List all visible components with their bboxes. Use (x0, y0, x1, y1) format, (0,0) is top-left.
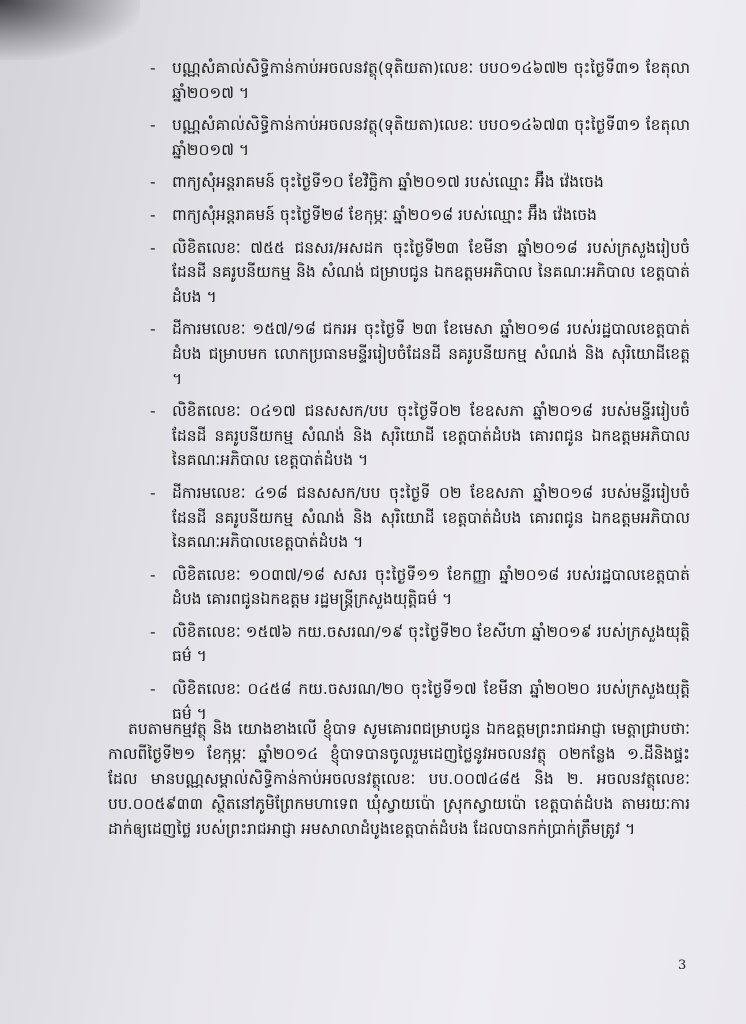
list-item (150, 170, 690, 195)
page-number: 3 (678, 958, 687, 973)
reference-list (150, 56, 690, 734)
bullet-dash: - (150, 59, 156, 77)
bullet-dash: - (150, 238, 156, 257)
list-item (150, 563, 690, 612)
bullet-dash: - (150, 402, 156, 421)
list-item-text: លិខិតលេខៈ ១៥៧៦ កយ.ចសរណ/១៩ ចុះថ្ងៃទី២០ ខែសីហា ឆ្នាំ២០១៩ របស់ក្រសួងយុត្តិធម៌ ។ (172, 622, 690, 666)
bullet-dash: - (150, 205, 156, 224)
body-paragraph: តបតាមកម្មវត្ថុ និង យោងខាងលើ ខ្ញុំបាទ សូមគោរពជម្រាបជូន ឯកឧត្តមព្រះរាជអាជ្ញា មេត្តាជ្រាបថាៈ កាលពីថ្ងៃទី២១ ខែកុម្ភៈ ឆ្នាំ២០១៤ ខ្ញុំបាទបានចូលរួមដេញថ្លៃនូវអចលនវត្ថុ ០២កន្លែង ១.ដីនិងផ្ទះ ដែល មានបណ្ណសម្គាល់សិទ្ធិកាន់កាប់អចលនវត្ថុលេខៈ បប.០០៧៤៨៥ និង ២. អចលនវត្ថុលេខៈ បប.០០៥៩៣៣ ស្ថិតនៅភូមិព្រែកមហាទេព ឃុំស្វាយប៉ោ ស្រុកស្វាយប៉ោ ខេត្តបាត់ដំបង តាមរយៈការដាក់ឲ្យដេញថ្លៃ របស់ព្រះរាជអាជ្ញា អមសាលាដំបូងខេត្តបាត់ដំបង ដែលបានកក់ប្រាក់ត្រឹមត្រូវ ។ (108, 720, 690, 838)
bullet-dash: - (150, 622, 156, 641)
list-item (150, 236, 690, 310)
list-item (150, 620, 690, 669)
list-item-text: ពាក្យសុំអន្តរាគមន៍ ចុះថ្ងៃទី២៨ ខែកុម្ភៈ ឆ្នាំ២០១៨ របស់ឈ្មោះ អ៊ឹង វ៉េងចេង (172, 205, 597, 224)
list-item (150, 113, 690, 162)
list-item (150, 481, 690, 555)
list-item-text: លិខិតលេខៈ ០៤៥៨ កយ.ចសរណ/២០ ចុះថ្ងៃទី១៧ ខែមីនា ឆ្នាំ២០២០ របស់ក្រសួងយុត្តិធម៌ ។ (172, 680, 690, 723)
list-item-text: ពាក្យសុំអន្តរាគមន៍ ចុះថ្ងៃទី១០ ខែវិច្ឆិកា ឆ្នាំ២០១៧ របស់ឈ្មោះ អ៊ឹង វ៉េងចេង (172, 173, 604, 192)
list-item-text: លិខិតលេខៈ ១០៣៧/១៨ សសរ ចុះថ្ងៃទី១១ ខែកញ្ញា ឆ្នាំ២០១៨ របស់រដ្ឋបាលខេត្តបាត់ដំបង គោរពជូនឯកឧត្តម រដ្ឋមន្ត្រីក្រសួងយុត្តិធម៌ ។ (172, 565, 690, 609)
bullet-dash: - (150, 116, 156, 135)
bullet-dash: - (150, 565, 156, 584)
list-item (150, 317, 690, 391)
list-item (150, 399, 690, 473)
list-item-text: លិខិតលេខៈ ០៤១៧ ជនសសក/បប ចុះថ្ងៃទី០២ ខែឧសភា ឆ្នាំ២០១៨ របស់មន្ទីររៀបចំដែនដី នគរូបនីយកម្ម សំណង់ និង សុរិយោដី ខេត្តបាត់ដំបង គោរពជូន ឯកឧត្តមអភិបាលនៃគណៈអភិបាល ខេត្តបាត់ដំបង ។ (172, 402, 690, 470)
list-item (150, 56, 690, 105)
list-item-text: បណ្ណសំគាល់សិទ្ធិកាន់កាប់អចលនវត្ថុ(ទុតិយតា)លេខៈ បប០១៤៦៧២ ចុះថ្ងៃទី៣១ ខែតុលា ឆ្នាំ២០១៧ ។ (172, 59, 690, 102)
list-item-text: បណ្ណសំគាល់សិទ្ធិកាន់កាប់អចលនវត្ថុ(ទុតិយតា)លេខៈ បប០១៤៦៧៣ ចុះថ្ងៃទី៣១ ខែតុលា ឆ្នាំ២០១៧ ។ (172, 116, 690, 159)
page-shadow (0, 0, 140, 60)
list-item-text: ដីការមលេខៈ ៤១៨ ជនសសក/បប ចុះថ្ងៃទី ០២ ខែឧសភា ឆ្នាំ២០១៨ របស់មន្ទីររៀបចំដែនដី នគរូបនីយកម្ម សំណង់ និង សុរិយោដី ខេត្តបាត់ដំបង គោរពជូន ឯកឧត្តមអភិបាលនៃគណៈអភិបាលខេត្តបាត់ដំបង ។ (172, 483, 690, 552)
bullet-dash: - (150, 320, 156, 339)
list-item-text: ដីការមលេខៈ ១៥៧/១៨ ជករអ ចុះថ្ងៃទី ២៣ ខែមេសា ឆ្នាំ២០១៨ របស់រដ្ឋបាលខេត្តបាត់ដំបង ជម្រាបមក លោកប្រធានមន្ទីររៀបចំដែនដី នគរូបនីយកម្ម សំណង់ និង សុរិយោដីខេត្ត ។ (172, 320, 690, 388)
bullet-dash: - (150, 483, 156, 502)
bullet-dash: - (150, 173, 156, 192)
list-item-text: លិខិតលេខៈ ៧៥៥ ជនសរ/អសដក ចុះថ្ងៃទី២៣ ខែមីនា ឆ្នាំ២០១៨ របស់ក្រសួងរៀបចំដែនដី នគរូបនីយកម្ម និង សំណង់ ជម្រាបជូន ឯកឧត្តមអភិបាល នៃគណៈអភិបាល ខេត្តបាត់ដំបង ។ (172, 238, 690, 306)
bullet-dash: - (150, 680, 156, 699)
list-item (150, 203, 690, 228)
